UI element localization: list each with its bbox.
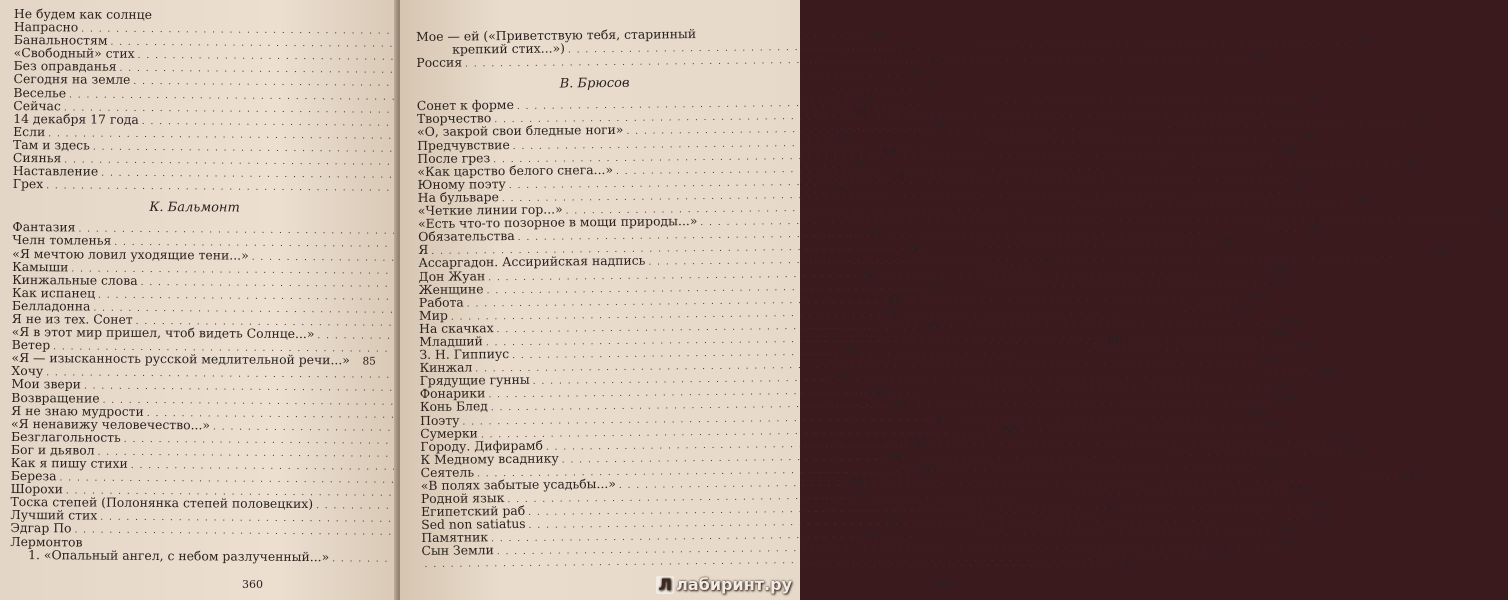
- toc-entry-title: «Я ненавижу человечество...»: [11, 415, 211, 433]
- toc-entry-title: Тоска степей (Полонянка степей половецких): [10, 494, 314, 512]
- toc-entry-title: крепкий стих...»): [452, 40, 566, 57]
- toc-entry-title: Я не из тех. Сонет: [11, 310, 133, 327]
- toc-entry-page: 77: [836, 184, 850, 198]
- toc-entry-page: 98: [1355, 196, 1370, 209]
- toc-entry-page: 94: [1306, 91, 1321, 104]
- toc-entry-title: 1. «Опальный ангел, с небом разлученный...»: [28, 546, 330, 564]
- toc-entry-page: 111: [1329, 431, 1350, 445]
- toc-entry-title: Sed non satiatus: [421, 516, 526, 533]
- toc-entry-page: 93: [1255, 49, 1269, 62]
- toc-entry-title: Женщине: [418, 280, 484, 297]
- toc-entry-page: 115: [1311, 497, 1332, 510]
- toc-entry-title: Я не знаю мудрости: [11, 402, 144, 419]
- toc-entry-title: Дон Жуан: [418, 267, 486, 284]
- toc-entry-title: «Я — изысканность русской медлительной речи...»: [11, 350, 350, 368]
- toc-entry-page: 89: [887, 451, 902, 464]
- toc-entry-page: 80: [861, 267, 876, 280]
- toc-entry-title: Лермонтов: [10, 533, 83, 550]
- toc-entry-page: 102: [1234, 302, 1255, 315]
- toc-entry-page: 96: [1302, 131, 1317, 144]
- toc-entry-page: 99: [1221, 236, 1235, 249]
- toc-entry-title: «Есть что-то позорное в мощи природы...»: [417, 213, 698, 232]
- toc-entry-title: Эдгар По: [10, 520, 72, 536]
- toc-entry-title: Грех: [12, 176, 44, 192]
- toc-entry-page: 106: [1316, 366, 1337, 379]
- toc-entry-title: Мир: [418, 307, 448, 323]
- toc-entry-title: Работа: [418, 294, 464, 310]
- toc-entry-page: 108: [1274, 393, 1295, 406]
- toc-entry-page: 74: [931, 120, 946, 133]
- toc-entry-title: Обязательства: [418, 228, 515, 245]
- toc-entry-title: Конь Блед: [419, 398, 488, 415]
- toc-entry-title: «Я в этот мир пришел, чтоб видеть Солнце...»: [11, 324, 315, 342]
- toc-entry-page: 100: [1271, 262, 1292, 275]
- toc-entry-title: Как испанец: [11, 284, 96, 301]
- toc-entry-page: 118: [1208, 549, 1229, 562]
- toc-entry-title: Фонарики: [419, 385, 486, 402]
- toc-entry-page: 111: [1264, 419, 1285, 432]
- toc-entry-page: 78: [868, 228, 883, 241]
- toc-entry-title: Не будем как солнце: [13, 6, 153, 22]
- toc-entry-title: Хочу: [11, 363, 44, 379]
- toc-entry-title: Россия: [416, 54, 463, 71]
- toc-entry-title: Сеятель: [420, 464, 475, 480]
- toc-entry-page: 83: [883, 306, 898, 320]
- toc-entry-title: На скачках: [419, 320, 494, 336]
- toc-entry-title: Кинжал: [419, 359, 473, 376]
- toc-entry-title: Городу. Дифирамб: [420, 437, 543, 454]
- toc-entry-title: Возвращение: [11, 389, 100, 406]
- toc-entry-page: 81: [930, 281, 945, 294]
- toc-entry-title: «Как царство белого снега...»: [417, 161, 614, 179]
- toc-entry-title: «Свободный» стих: [13, 45, 135, 62]
- toc-entry-title: Кинжальные слова: [12, 271, 138, 288]
- toc-entry-title: Родной язык: [420, 490, 505, 507]
- toc-entry-title: Сын Земли: [421, 542, 494, 559]
- toc-entry-title: Ассаргадон. Ассирийская надпись: [418, 253, 646, 271]
- toc-entry-page: 84: [1107, 334, 1122, 347]
- toc-entry-page: 95: [1416, 116, 1431, 129]
- toc-entry-page: 116: [1312, 510, 1333, 523]
- toc-entry-title: Веселье: [13, 84, 67, 100]
- toc-entry-page: 101: [1270, 275, 1291, 288]
- page-number: 361: [935, 578, 956, 591]
- toc-entry-title: На бульваре: [417, 189, 499, 205]
- toc-entry-page: 70: [900, 41, 915, 54]
- toc-entry-page: 77: [891, 172, 905, 185]
- toc-entry-title: Памятник: [421, 529, 489, 546]
- toc-entry-page: 73: [859, 93, 873, 106]
- toc-entry-page: 93: [1358, 35, 1372, 48]
- toc-entry-title: Бог и дьявол: [10, 441, 95, 458]
- toc-entry-title: Сиянья: [12, 150, 62, 166]
- toc-entry-title: Камыши: [12, 258, 69, 274]
- toc-entry-page: 95: [1284, 105, 1298, 118]
- toc-entry-page: 84: [843, 345, 857, 359]
- toc-entry-title: Мое — ей («Приветствую тебя, старинный: [415, 26, 697, 44]
- toc-entry-page: 92: [864, 529, 879, 542]
- toc-entry-title: Как я пишу стихи: [10, 454, 128, 471]
- toc-entry-title: Я: [418, 242, 429, 258]
- toc-entry-page: 90: [849, 476, 864, 490]
- toc-entry-page: 117: [1280, 537, 1301, 550]
- toc-entry-page: 90: [920, 464, 935, 477]
- toc-entry-page: 73: [923, 80, 938, 93]
- toc-entry-title: Младший: [419, 333, 483, 349]
- toc-entry-title: Сегодня на земле: [13, 71, 131, 88]
- toc-entry-title: Ветер: [11, 337, 51, 353]
- toc-entry-page: 98: [1307, 222, 1322, 235]
- toc-entry-page: 116: [1274, 524, 1295, 537]
- toc-entry-title: Предчувствие: [417, 136, 510, 153]
- toc-entry-page: 92: [1122, 557, 1136, 570]
- toc-entry-page: 71: [927, 54, 942, 67]
- toc-entry-page: 112: [1345, 444, 1366, 458]
- toc-entry-page: 72: [909, 67, 924, 80]
- toc-entry-page: 76: [883, 146, 897, 159]
- toc-entry-title: «О, закрой свои бледные ноги»: [416, 122, 624, 140]
- toc-entry-page: 96: [1283, 144, 1297, 157]
- toc-entry-title: Сейчас: [13, 97, 61, 113]
- watermark: [656, 575, 792, 594]
- toc-entry-page: 69: [871, 28, 885, 41]
- toc-entry-title: Там и здесь: [12, 136, 90, 153]
- toc-entry-title: Грядущие гунны: [419, 372, 530, 389]
- toc-entry-title: Без оправданья: [13, 58, 117, 75]
- toc-entry-title: Береза: [10, 468, 57, 484]
- toc-entry-page: 83: [925, 320, 940, 333]
- toc-entry-title: После грез: [417, 149, 491, 166]
- toc-entry-title: Мои звери: [11, 376, 82, 392]
- toc-entry-title: Наставление: [12, 163, 99, 179]
- toc-entry-title: 14 декабря 17 года: [13, 110, 139, 127]
- toc-entry-page: 114: [1402, 470, 1423, 483]
- toc-entry-page: 87: [892, 398, 907, 411]
- toc-entry-title: «В полях забытые усадьбы...»: [420, 475, 616, 493]
- toc-entry-page: 98: [1490, 207, 1505, 220]
- toc-entry: [12, 351, 376, 367]
- toc-entry-page: 96: [1406, 156, 1420, 169]
- toc-entry-title: Шорохи: [10, 481, 63, 497]
- toc-entry-page: 105: [1295, 340, 1316, 353]
- toc-entry-title: Челн томленья: [12, 232, 112, 249]
- toc-entry-page: 85: [362, 355, 376, 368]
- toc-entry-page: 74: [854, 106, 868, 119]
- section-heading: К. Бальмонт: [149, 200, 240, 216]
- toc-entry-title: Египетский раб: [420, 503, 526, 520]
- toc-entry-title: Напрасно: [13, 19, 79, 35]
- toc-entry-page: 106: [1258, 354, 1279, 367]
- toc-entry-title: «Четкие линии гор...»: [417, 201, 563, 219]
- toc-entry-title: Творчество: [416, 110, 492, 127]
- toc-entry-page: 82: [888, 293, 902, 306]
- toc-entry-page: 113: [1260, 458, 1281, 472]
- toc-entry-page: 105: [1269, 327, 1290, 341]
- toc-entry-page: 109: [1245, 406, 1267, 419]
- toc-entry-title: Безглагольность: [10, 428, 121, 445]
- toc-entry-page: 86: [874, 385, 888, 398]
- toc-entry-page: 104: [1280, 314, 1301, 327]
- toc-entry-page: 97: [1292, 183, 1306, 196]
- section-heading: В. Брюсов: [559, 76, 630, 92]
- toc-entry-page: 76: [854, 158, 868, 171]
- toc-entry-page: 97: [1298, 170, 1313, 183]
- toc-entry-title: Сумерки: [420, 424, 478, 441]
- toc-entry-page: 87: [936, 412, 951, 425]
- toc-entry-title: Если: [13, 123, 46, 140]
- labirint-logo-icon: Л: [656, 576, 674, 594]
- toc-entry-page: 88: [913, 438, 928, 451]
- toc-entry-page: 75: [838, 132, 852, 145]
- toc-entry-page: 101: [1250, 288, 1271, 301]
- toc-entry-page: 79: [1041, 255, 1056, 268]
- toc-entry-page: 79: [904, 241, 918, 254]
- toc-entry-title: Белладонна: [11, 297, 91, 314]
- toc-entry-title: «Я мечтою ловил уходящие тени...»: [12, 245, 249, 263]
- toc-entry-title: К Медному всаднику: [420, 450, 559, 467]
- toc-entry-title: Лучший стих: [10, 507, 98, 523]
- watermark-text: лабиринт.ру: [676, 575, 792, 594]
- toc-entry-page: 91: [856, 490, 870, 503]
- toc-entry-page: 91: [1106, 504, 1120, 518]
- toc-entry-page: 107: [1271, 380, 1293, 393]
- toc-entry-page: 91: [890, 516, 904, 529]
- toc-entry-title: Сонет к форме: [416, 97, 514, 114]
- toc-entry-page: 114: [1290, 484, 1312, 497]
- toc-entry-page: 100: [1431, 247, 1453, 260]
- toc-entry-title: Фантазия: [12, 219, 76, 235]
- toc-entry-title: З. Н. Гиппиус: [419, 346, 510, 363]
- page-number: 360: [242, 578, 263, 591]
- toc-entry-page: 85: [836, 372, 850, 385]
- toc-entry-title: Юному поэту: [417, 175, 506, 192]
- toc-entry-title: Поэту: [420, 412, 460, 428]
- toc-entry-title: Банальностям: [13, 32, 108, 48]
- toc-entry-page: 88: [1003, 425, 1017, 438]
